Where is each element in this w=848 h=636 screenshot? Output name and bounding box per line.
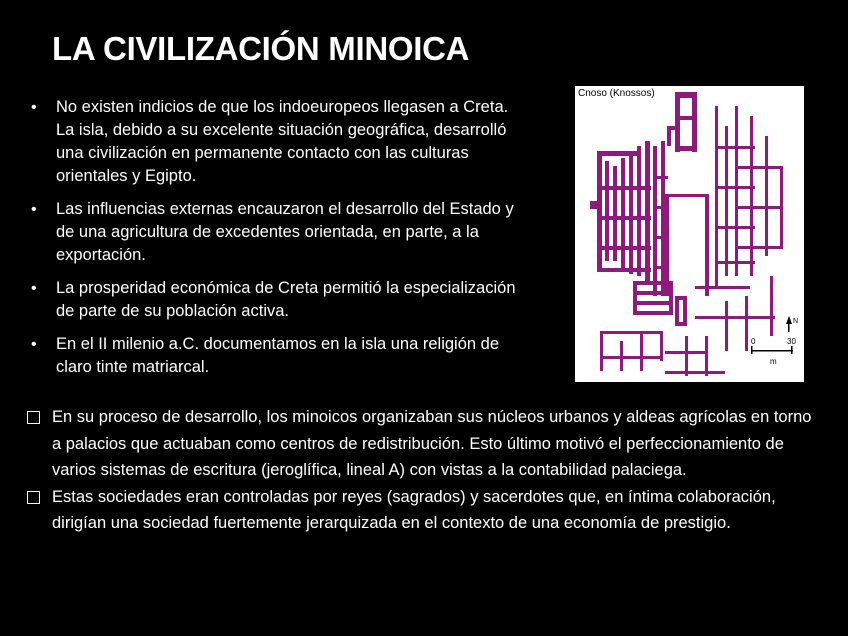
- checkbox-text: En su proceso de desarrollo, los minoicos organizaban sus núcleos urbanos y aldeas agrícolas en torno a palacios que actuaban como centros de redistribución. Esto último motivó el perfeccionamiento de varios sistemas de escritura (jeroglífica, lineal A) con vistas a la contabilidad palaciega.: [52, 408, 812, 479]
- bullet-item: [28, 96, 528, 188]
- checkbox-item: [24, 484, 814, 537]
- bullet-item: [28, 198, 528, 267]
- bullet-text: Las influencias externas encauzaron el desarrollo del Estado y de una agricultura de excedentes orientada, en parte, a la exportación.: [56, 200, 514, 264]
- palace-floorplan-icon: [575, 86, 804, 382]
- bullet-dot-icon: •: [31, 280, 37, 297]
- bullet-dot-icon: •: [31, 99, 37, 116]
- plan-caption: Cnoso (Knossos): [578, 88, 655, 99]
- slide-title: LA CIVILIZACIÓN MINOICA: [52, 30, 470, 67]
- north-label: N: [793, 318, 799, 325]
- bullet-dot-icon: •: [31, 336, 37, 353]
- checkbox-list: [24, 404, 814, 537]
- scale-start-label: 0: [751, 337, 756, 346]
- checkbox-square-icon: [27, 491, 40, 504]
- checkbox-square-icon: [27, 411, 40, 424]
- checkbox-item: [24, 404, 814, 484]
- scale-end-label: 30: [787, 337, 796, 346]
- checkbox-text: Estas sociedades eran controladas por reyes (sagrados) y sacerdotes que, en íntima colaboración, dirigían una sociedad fuertemente jerarquizada en el contexto de una economía de prestigio.: [52, 487, 776, 532]
- bullet-list: [28, 96, 528, 389]
- scale-unit-label: m: [770, 357, 777, 366]
- bullet-item: [28, 333, 528, 379]
- bullet-text: La prosperidad económica de Creta permitió la especialización de parte de su población activa.: [56, 279, 516, 320]
- bullet-dot-icon: •: [31, 201, 37, 218]
- bullet-item: [28, 277, 528, 323]
- knossos-palace-plan-image: [575, 86, 804, 382]
- bullet-text: En el II milenio a.C. documentamos en la isla una religión de claro tinte matriarcal.: [56, 335, 499, 376]
- bullet-text: No existen indicios de que los indoeuropeos llegasen a Creta. La isla, debido a su excelente situación geográfica, desarrolló una civilización en permanente contacto con las culturas orientales y Egipto.: [56, 98, 509, 185]
